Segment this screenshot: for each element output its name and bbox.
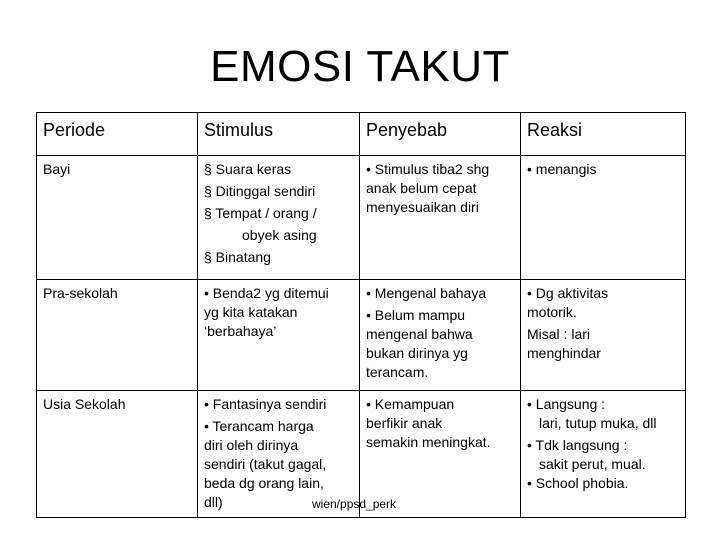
stimulus-line: ‘berbahaya’	[204, 323, 277, 339]
penyebab-line: berfikir anak	[366, 415, 443, 431]
penyebab-line: semakin meningkat.	[366, 434, 491, 450]
stimulus-line: § Suara keras	[204, 161, 292, 177]
stimulus-line: • Fantasinya sendiri	[204, 396, 327, 412]
penyebab-line: bukan dirinya yg	[366, 345, 468, 361]
table-row	[37, 156, 686, 280]
header-periode: Periode	[37, 113, 198, 156]
penyebab-cell	[360, 156, 521, 280]
footer-credit: wien/ppsd_perk	[312, 497, 397, 511]
slide-title: EMOSI TAKUT	[210, 42, 510, 91]
table-header-row	[37, 113, 686, 156]
stimulus-line: § Binatang	[204, 249, 271, 265]
header-reaksi: Reaksi	[521, 113, 686, 156]
stimulus-line: • Terancam harga	[204, 418, 314, 434]
stimulus-cell	[198, 156, 360, 280]
penyebab-line: • Stimulus tiba2 shg	[366, 161, 490, 177]
stimulus-line: § Ditinggal sendiri	[204, 183, 316, 199]
reaksi-line: • menangis	[527, 161, 597, 177]
penyebab-line: • Belum mampu	[366, 307, 466, 323]
penyebab-line: • Kemampuan	[366, 396, 455, 412]
reaksi-line: • School phobia.	[527, 475, 629, 491]
stimulus-cell	[198, 280, 360, 391]
header-stimulus: Stimulus	[198, 113, 360, 156]
reaksi-line: • Langsung :	[527, 396, 606, 412]
reaksi-line: sakit perut, mual.	[539, 456, 646, 472]
fear-emotion-table	[36, 112, 686, 518]
reaksi-cell	[521, 391, 686, 518]
penyebab-line: menyesuaikan diri	[366, 199, 479, 215]
reaksi-cell	[521, 156, 686, 280]
stimulus-line: obyek asing	[242, 227, 317, 243]
penyebab-line: • Mengenal bahaya	[366, 285, 487, 301]
table-row	[37, 280, 686, 391]
stimulus-line: dll)	[204, 494, 223, 510]
penyebab-line: mengenal bahwa	[366, 326, 473, 342]
stimulus-line: beda dg orang lain,	[204, 475, 324, 491]
penyebab-line: anak belum cepat	[366, 180, 477, 196]
header-penyebab: Penyebab	[360, 113, 521, 156]
stimulus-line: • Benda2 yg ditemui	[204, 285, 329, 301]
stimulus-line: diri oleh dirinya	[204, 437, 299, 453]
periode-cell: Usia Sekolah	[37, 391, 198, 518]
penyebab-line: terancam.	[366, 364, 429, 380]
reaksi-line: Misal : lari	[527, 326, 591, 342]
reaksi-line: • Dg aktivitas	[527, 285, 609, 301]
periode-cell: Pra-sekolah	[37, 280, 198, 391]
stimulus-line: § Tempat / orang /	[204, 205, 317, 221]
reaksi-line: lari, tutup muka, dll	[539, 415, 657, 431]
penyebab-cell	[360, 280, 521, 391]
stimulus-line: sendiri (takut gagal,	[204, 456, 327, 472]
reaksi-line: menghindar	[527, 345, 601, 361]
reaksi-line: motorik.	[527, 304, 577, 320]
reaksi-cell	[521, 280, 686, 391]
periode-cell: Bayi	[37, 156, 198, 280]
stimulus-line: yg kita katakan	[204, 304, 298, 320]
reaksi-line: • Tdk langsung :	[527, 437, 628, 453]
